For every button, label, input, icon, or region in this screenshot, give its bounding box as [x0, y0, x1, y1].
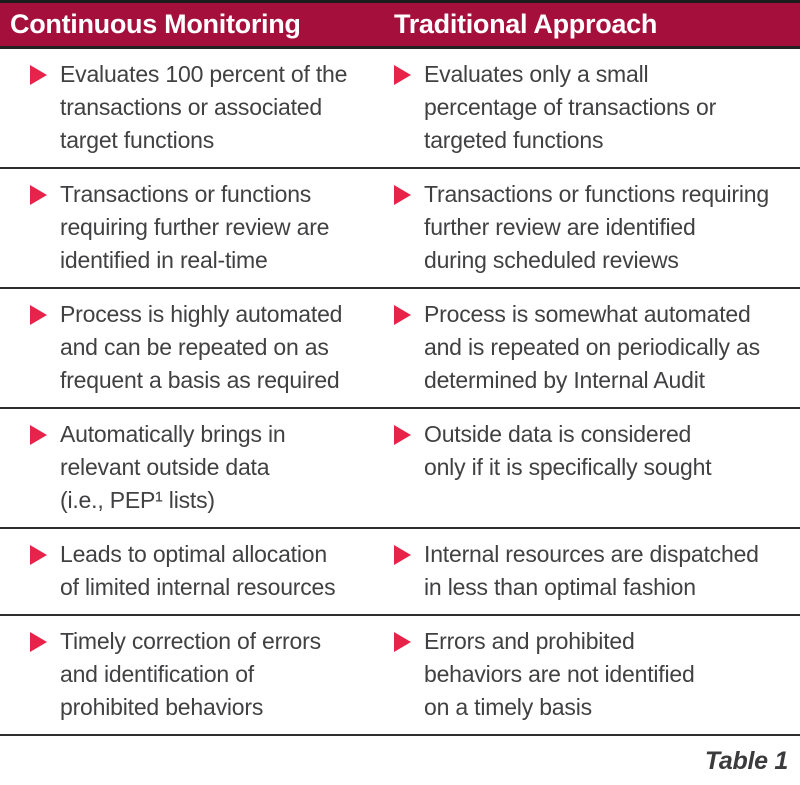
cell-text: Leads to optimal allocation of limited internal resources — [60, 541, 336, 600]
table-header-row — [0, 0, 800, 49]
table-cell-right — [392, 529, 800, 614]
cell-text: Outside data is considered only if it is specifically sought — [424, 421, 712, 480]
caption-row — [0, 736, 800, 785]
triangle-bullet-icon — [30, 632, 47, 652]
table-row — [0, 49, 800, 169]
triangle-bullet-icon — [30, 305, 47, 325]
triangle-bullet-icon — [394, 632, 411, 652]
column-header-traditional-approach: Traditional Approach — [394, 9, 658, 39]
table-cell-right — [392, 616, 800, 734]
table-cell-right — [392, 289, 800, 407]
column-header-continuous-monitoring: Continuous Monitoring — [10, 9, 301, 39]
triangle-bullet-icon — [394, 65, 411, 85]
cell-text: Automatically brings in relevant outside data (i.e., PEP¹ lists) — [60, 421, 286, 513]
table-cell-left — [0, 409, 392, 527]
table-row — [0, 169, 800, 289]
table-cell-left — [0, 49, 392, 167]
table-row — [0, 529, 800, 616]
table-cell-left — [0, 289, 392, 407]
table-row — [0, 409, 800, 529]
triangle-bullet-icon — [30, 65, 47, 85]
table-cell-right — [392, 49, 800, 167]
triangle-bullet-icon — [30, 545, 47, 565]
table-row — [0, 289, 800, 409]
cell-text: Evaluates only a small percentage of transactions or targeted functions — [424, 61, 717, 153]
table-cell-left — [0, 529, 392, 614]
table-cell-right — [392, 409, 800, 527]
table-cell-left — [0, 169, 392, 287]
triangle-bullet-icon — [394, 425, 411, 445]
cell-text: Errors and prohibited behaviors are not identified on a timely basis — [424, 628, 695, 720]
table-caption: Table 1 — [704, 746, 788, 775]
cell-text: Process is highly automated and can be repeated on as frequent a basis as required — [60, 301, 343, 393]
triangle-bullet-icon — [394, 185, 411, 205]
cell-text: Transactions or functions requiring further review are identified during scheduled reviews — [424, 181, 769, 273]
table-cell-right — [392, 169, 800, 287]
cell-text: Timely correction of errors and identification of prohibited behaviors — [60, 628, 321, 720]
cell-text: Evaluates 100 percent of the transactions or associated target functions — [60, 61, 348, 153]
cell-text: Transactions or functions requiring further review are identified in real-time — [60, 181, 330, 273]
triangle-bullet-icon — [30, 185, 47, 205]
table-cell-left — [0, 616, 392, 734]
triangle-bullet-icon — [30, 425, 47, 445]
cell-text: Process is somewhat automated and is repeated on periodically as determined by Internal Audit — [424, 301, 760, 393]
table-row — [0, 616, 800, 736]
triangle-bullet-icon — [394, 305, 411, 325]
triangle-bullet-icon — [394, 545, 411, 565]
cell-text: Internal resources are dispatched in less than optimal fashion — [424, 541, 759, 600]
